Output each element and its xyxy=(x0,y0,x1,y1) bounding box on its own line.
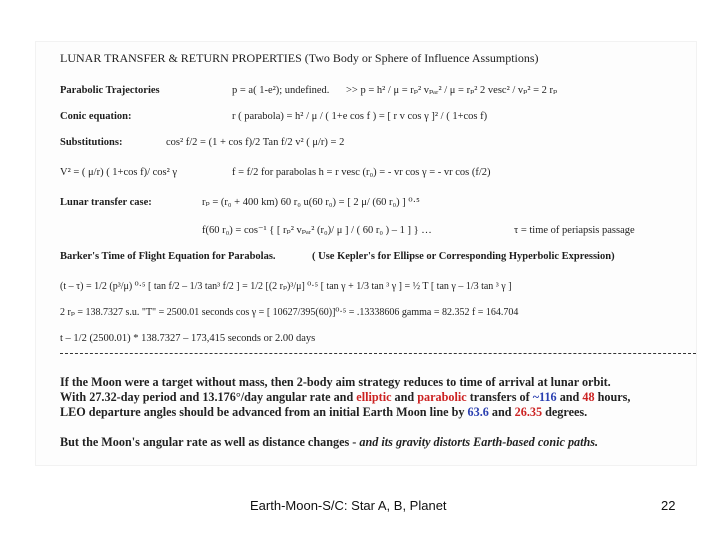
lunar-eq2: f(60 r₀) = cos⁻¹ { [ rₚ² vₚₐᵣ² (r₀)/ μ ] / ( 60 r₀ ) – 1 ] } … xyxy=(202,225,432,236)
and-word-3: and xyxy=(488,405,515,419)
slide-footer: Earth-Moon-S/C: Star A, B, Planet xyxy=(250,498,447,513)
para1-line2-text: With 27.32-day period and 13.176°/day angular rate and xyxy=(60,390,357,404)
lunar-eq1: rₚ = (r₀ + 400 km) 60 r₀ u(60 r₀) = [ 2 μ/ (60 r₀) ] ⁰·⁵ xyxy=(202,197,420,208)
conic-eq: r ( parabola) = h² / μ / ( 1+e cos f ) = [ r v cos γ ]² / ( 1+cos f) xyxy=(232,111,488,122)
value-116: ~116 xyxy=(532,390,557,404)
barker-note: ( Use Kepler's for Ellipse or Corresponding Hyperbolic Expression) xyxy=(312,251,615,262)
f-eq: f = f/2 for parabolas h = r vesc (r₀) = - vr cos γ = - vr cos (f/2) xyxy=(232,167,491,178)
parabolic-eq1: p = a( 1-e²); undefined. xyxy=(232,85,330,96)
value-63-6: 63.6 xyxy=(467,405,489,419)
v2-eq: V² = ( μ/r) ( 1+cos f)/ cos² γ xyxy=(60,167,178,178)
hours-text: hours, xyxy=(594,390,631,404)
parabolic-word: parabolic xyxy=(417,390,467,404)
transfers-text: transfers of xyxy=(466,390,533,404)
lunar-label: Lunar transfer case: xyxy=(60,197,152,208)
barker-label: Barker's Time of Flight Equation for Parabolas. xyxy=(60,251,276,262)
page-number: 22 xyxy=(661,498,676,513)
para1-line1: If the Moon were a target without mass, then 2-body aim strategy reduces to time of arrival at lunar orbit. xyxy=(60,375,611,389)
parabolic-eq2: >> p = h² / μ = rₚ² vₚₐᵣ² / μ = rₚ² 2 vesc² / vₚ² = 2 rₚ xyxy=(346,85,558,96)
degrees-text: degrees. xyxy=(542,405,588,419)
and-word-2: and xyxy=(556,390,583,404)
para1-line2 xyxy=(60,391,630,404)
result-eq: t – 1/2 (2500.01) * 138.7327 – 173,415 seconds or 2.00 days xyxy=(60,333,316,344)
slide-title: LUNAR TRANSFER & RETURN PROPERTIES (Two Body or Sphere of Influence Assumptions) xyxy=(60,51,539,65)
para2 xyxy=(60,436,598,449)
divider xyxy=(60,353,696,354)
subst-eq: cos² f/2 = (1 + cos f)/2 Tan f/2 v² ( μ/r) = 2 xyxy=(166,137,345,148)
calc-eq: 2 rₚ = 138.7327 s.u. "T" = 2500.01 seconds cos γ = [ 10627/395(60)]⁰·⁵ = .13338606 gamma = 82.352 f = 164.704 xyxy=(60,307,519,318)
para1-line3 xyxy=(60,406,587,419)
and-word: and xyxy=(391,390,418,404)
parabolic-label: Parabolic Trajectories xyxy=(60,85,160,96)
lunar-tau: τ = time of periapsis passage xyxy=(514,225,635,236)
para2-italic: and its gravity distorts Earth-based conic paths. xyxy=(359,435,599,449)
conic-label: Conic equation: xyxy=(60,111,132,122)
value-26-35: 26.35 xyxy=(514,405,543,419)
slide-content xyxy=(36,42,696,465)
value-48: 48 xyxy=(582,390,595,404)
subst-label: Substitutions: xyxy=(60,137,123,148)
para1-line3-text: LEO departure angles should be advanced from an initial Earth Moon line by xyxy=(60,405,468,419)
elliptic-word: elliptic xyxy=(356,390,392,404)
tof-eq: (t – τ) = 1/2 (p³/μ) ⁰·⁵ [ tan f/2 – 1/3 tan³ f/2 ] = 1/2 [(2 rₚ)³/μ] ⁰·⁵ [ tan γ + 1/3 tan ³ γ ] = ½ T [ tan γ – 1/3 tan ³ γ ] xyxy=(60,281,512,292)
para2-text: But the Moon's angular rate as well as distance changes - xyxy=(60,435,360,449)
